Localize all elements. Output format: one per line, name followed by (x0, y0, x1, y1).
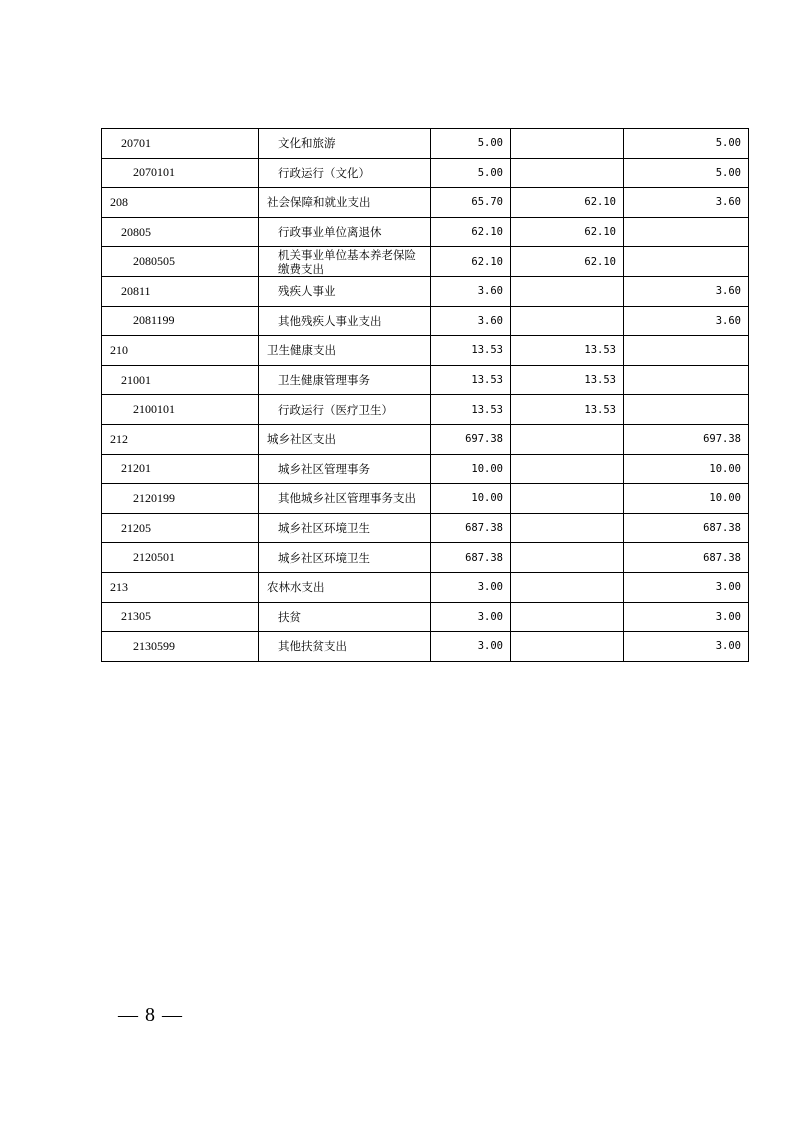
page-number: — 8 — (118, 1004, 183, 1026)
row-total: 3.60 (431, 276, 511, 306)
table-row (102, 217, 749, 247)
row-basic: 62.10 (511, 188, 624, 218)
row-project: 5.00 (624, 158, 749, 188)
row-name: 残疾人事业 (259, 276, 431, 306)
row-code: 21201 (102, 454, 259, 484)
row-name: 文化和旅游 (259, 129, 431, 159)
row-basic (511, 602, 624, 632)
row-basic (511, 484, 624, 514)
row-basic (511, 158, 624, 188)
row-basic: 13.53 (511, 395, 624, 425)
row-project: 3.00 (624, 632, 749, 662)
table-row (102, 632, 749, 662)
row-name: 行政事业单位离退休 (259, 217, 431, 247)
row-total: 10.00 (431, 484, 511, 514)
row-name: 城乡社区环境卫生 (259, 513, 431, 543)
table-row (102, 188, 749, 218)
row-project: 10.00 (624, 454, 749, 484)
row-code: 2080505 (102, 247, 259, 277)
table-row (102, 602, 749, 632)
row-project: 3.60 (624, 306, 749, 336)
row-total: 13.53 (431, 336, 511, 366)
row-project: 3.00 (624, 602, 749, 632)
row-basic (511, 129, 624, 159)
row-basic (511, 454, 624, 484)
table-row (102, 365, 749, 395)
row-project (624, 395, 749, 425)
row-project: 3.00 (624, 572, 749, 602)
row-basic (511, 276, 624, 306)
row-basic: 62.10 (511, 217, 624, 247)
row-project: 697.38 (624, 424, 749, 454)
row-code: 21205 (102, 513, 259, 543)
row-basic (511, 513, 624, 543)
row-name: 城乡社区管理事务 (259, 454, 431, 484)
row-name: 扶贫 (259, 602, 431, 632)
row-basic: 13.53 (511, 336, 624, 366)
row-name: 机关事业单位基本养老保险缴费支出 (259, 247, 431, 277)
table-row (102, 395, 749, 425)
row-name: 其他残疾人事业支出 (259, 306, 431, 336)
row-code: 210 (102, 336, 259, 366)
row-name: 城乡社区环境卫生 (259, 543, 431, 573)
row-basic (511, 543, 624, 573)
row-name: 农林水支出 (259, 572, 431, 602)
row-code: 208 (102, 188, 259, 218)
row-project: 3.60 (624, 188, 749, 218)
table-row (102, 306, 749, 336)
row-code: 2070101 (102, 158, 259, 188)
row-code: 20805 (102, 217, 259, 247)
row-total: 687.38 (431, 543, 511, 573)
row-code: 2120501 (102, 543, 259, 573)
row-code: 20811 (102, 276, 259, 306)
row-project: 687.38 (624, 543, 749, 573)
row-name: 社会保障和就业支出 (259, 188, 431, 218)
row-code: 212 (102, 424, 259, 454)
row-project: 5.00 (624, 129, 749, 159)
row-project (624, 336, 749, 366)
table-row (102, 454, 749, 484)
row-name: 行政运行（文化） (259, 158, 431, 188)
row-total: 3.60 (431, 306, 511, 336)
row-basic: 13.53 (511, 365, 624, 395)
table-row (102, 543, 749, 573)
row-name: 卫生健康支出 (259, 336, 431, 366)
row-project (624, 217, 749, 247)
row-total: 13.53 (431, 365, 511, 395)
row-total: 65.70 (431, 188, 511, 218)
row-total: 62.10 (431, 247, 511, 277)
row-name: 其他城乡社区管理事务支出 (259, 484, 431, 514)
row-total: 697.38 (431, 424, 511, 454)
row-code: 2100101 (102, 395, 259, 425)
row-total: 5.00 (431, 158, 511, 188)
row-total: 5.00 (431, 129, 511, 159)
row-name: 城乡社区支出 (259, 424, 431, 454)
row-code: 2081199 (102, 306, 259, 336)
row-name: 其他扶贫支出 (259, 632, 431, 662)
row-total: 3.00 (431, 572, 511, 602)
row-basic (511, 424, 624, 454)
budget-table (101, 128, 749, 662)
budget-table-body (102, 129, 749, 662)
row-code: 213 (102, 572, 259, 602)
row-total: 10.00 (431, 454, 511, 484)
row-total: 3.00 (431, 602, 511, 632)
table-row (102, 424, 749, 454)
row-project: 687.38 (624, 513, 749, 543)
row-project: 3.60 (624, 276, 749, 306)
row-basic: 62.10 (511, 247, 624, 277)
row-project (624, 247, 749, 277)
row-total: 687.38 (431, 513, 511, 543)
table-row (102, 129, 749, 159)
row-code: 21001 (102, 365, 259, 395)
row-code: 2130599 (102, 632, 259, 662)
table-row (102, 158, 749, 188)
row-total: 13.53 (431, 395, 511, 425)
row-project: 10.00 (624, 484, 749, 514)
row-total: 62.10 (431, 217, 511, 247)
table-row (102, 336, 749, 366)
table-row (102, 513, 749, 543)
table-row (102, 247, 749, 277)
row-name: 行政运行（医疗卫生） (259, 395, 431, 425)
table-row (102, 484, 749, 514)
row-basic (511, 306, 624, 336)
row-code: 21305 (102, 602, 259, 632)
table-row (102, 572, 749, 602)
row-project (624, 365, 749, 395)
row-basic (511, 572, 624, 602)
row-basic (511, 632, 624, 662)
row-total: 3.00 (431, 632, 511, 662)
row-code: 2120199 (102, 484, 259, 514)
row-code: 20701 (102, 129, 259, 159)
budget-table-container (101, 128, 749, 662)
table-row (102, 276, 749, 306)
row-name: 卫生健康管理事务 (259, 365, 431, 395)
